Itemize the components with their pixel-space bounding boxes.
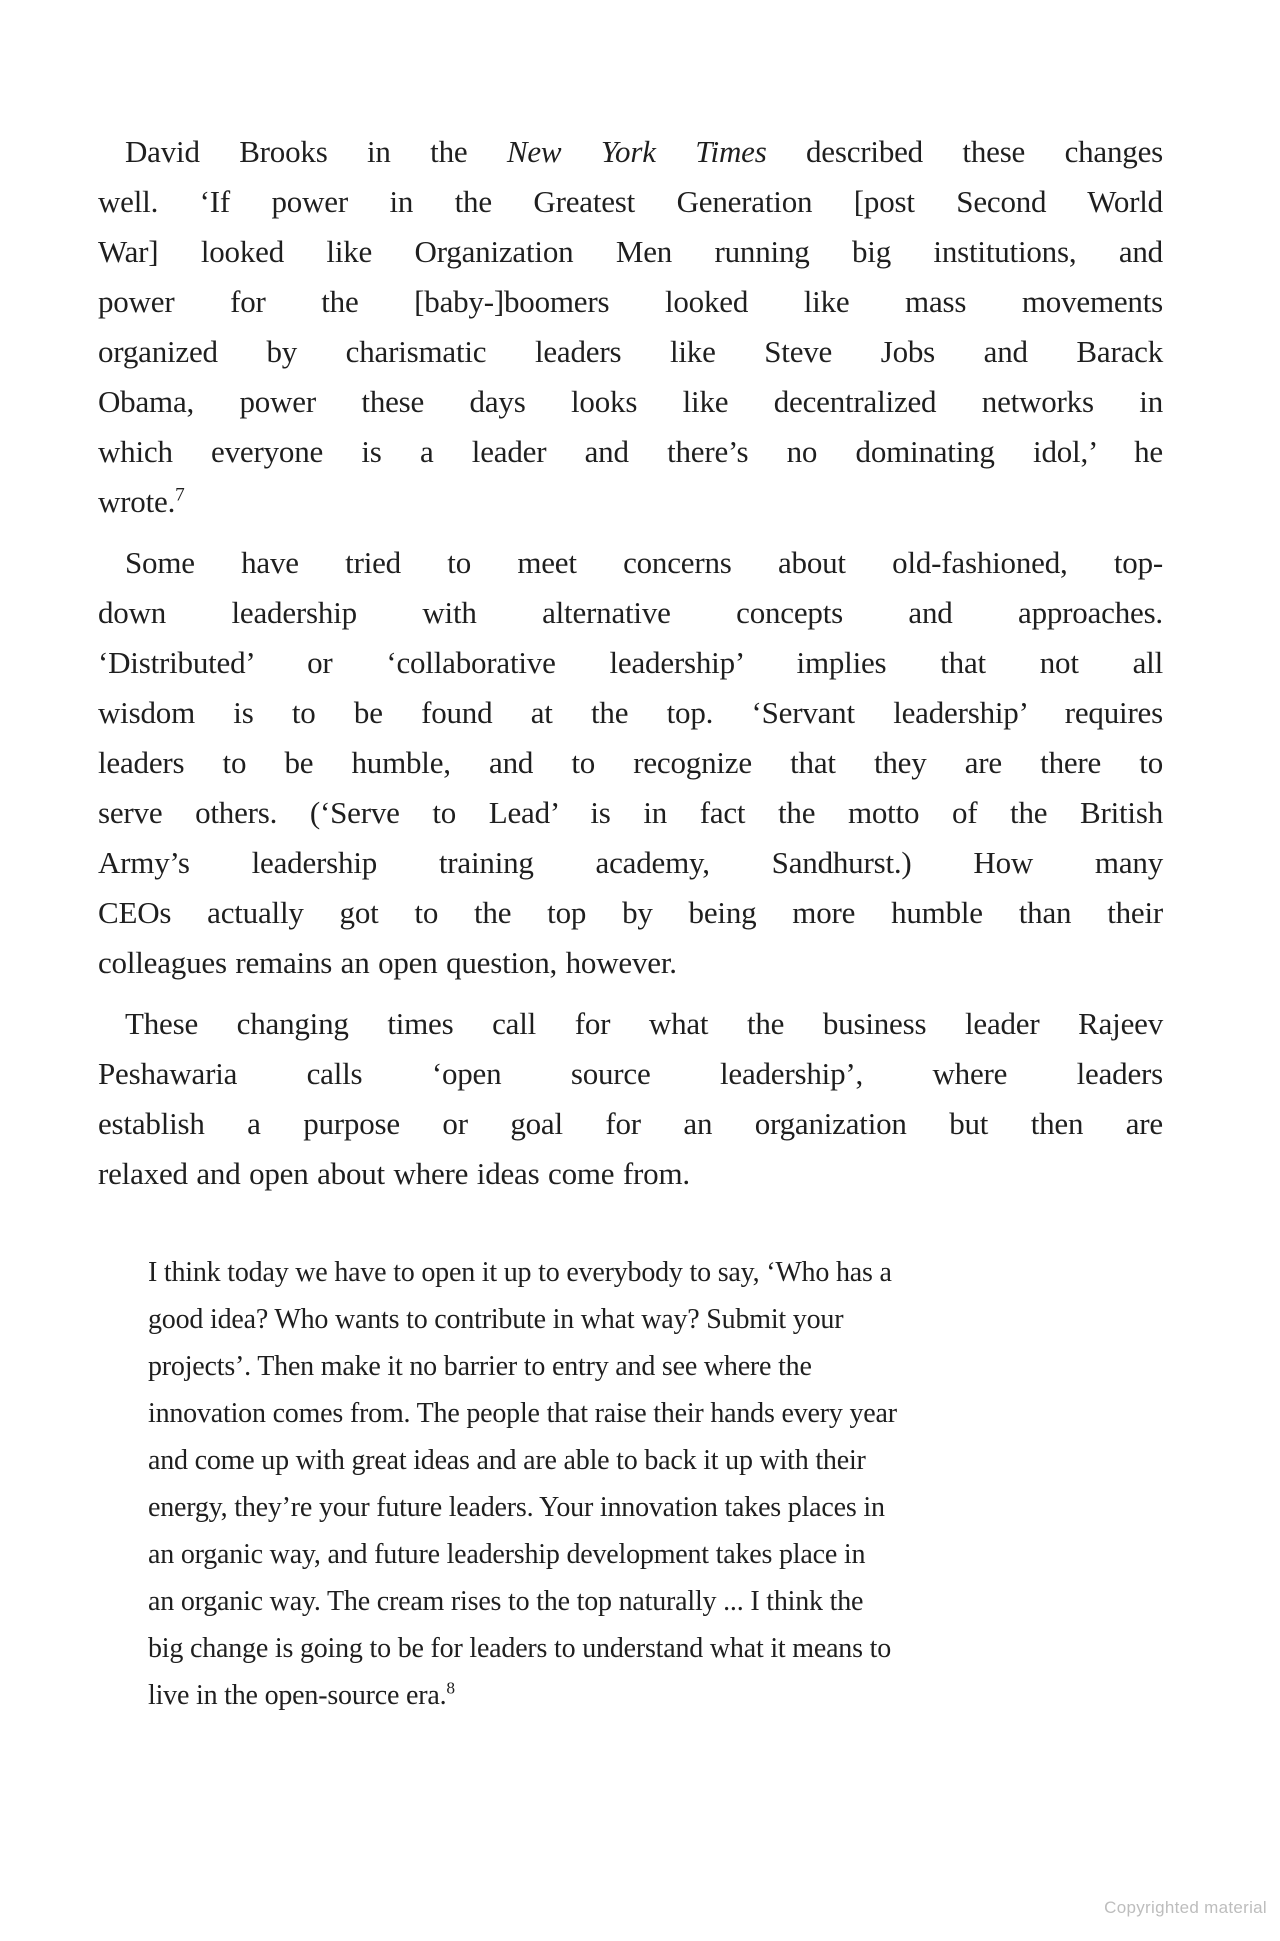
quote-line: innovation comes from. The people that raise their hands every year	[148, 1398, 897, 1429]
text-line: down leadership with alternative concepts and approaches.	[98, 595, 1163, 630]
paragraph	[98, 538, 1163, 988]
quote-line: I think today we have to open it up to everybody to say, ‘Who has a	[148, 1257, 892, 1288]
footnote-ref-7: 7	[175, 484, 185, 506]
text-line: ‘Distributed’ or ‘collaborative leadership’ implies that not all	[98, 645, 1163, 680]
paragraph	[98, 999, 1163, 1199]
text-line: relaxed and open about where ideas come from.	[98, 1156, 690, 1191]
quote-line: an organic way. The cream rises to the top naturally ... I think the	[148, 1586, 864, 1617]
text-line: Army’s leadership training academy, Sandhurst.) How many	[98, 845, 1163, 880]
text-segment: live in the open-source era.	[148, 1680, 447, 1711]
quote-line: energy, they’re your future leaders. Your innovation takes places in	[148, 1492, 885, 1523]
body-text	[98, 127, 1163, 1719]
text-line: Obama, power these days looks like decentralized networks in	[98, 384, 1163, 419]
text-line: Peshawaria calls ‘open source leadership’, where leaders	[98, 1056, 1163, 1091]
text-segment: described these changes	[766, 134, 1164, 169]
publication-title: New York Times	[506, 134, 767, 169]
text-line	[98, 127, 1163, 177]
quote-line: good idea? Who wants to contribute in what way? Submit your	[148, 1304, 844, 1335]
block-quote	[148, 1249, 1108, 1719]
quote-line: projects’. Then make it no barrier to entry and see where the	[148, 1351, 812, 1382]
text-line: serve others. (‘Serve to Lead’ is in fact the motto of the British	[98, 795, 1163, 830]
text-line: establish a purpose or goal for an organization but then are	[98, 1106, 1163, 1141]
text-segment: David Brooks in the	[125, 134, 507, 169]
text-line: which everyone is a leader and there’s no dominating idol,’ he	[98, 434, 1163, 469]
quote-line: big change is going to be for leaders to understand what it means to	[148, 1633, 891, 1664]
copyright-watermark: Copyrighted material	[1104, 1898, 1267, 1917]
text-line: well. ‘If power in the Greatest Generation [post Second World	[98, 184, 1163, 219]
text-line	[98, 477, 1163, 527]
footnote-ref-8: 8	[446, 1678, 455, 1698]
text-line: wisdom is to be found at the top. ‘Servant leadership’ requires	[98, 695, 1163, 730]
text-line: CEOs actually got to the top by being more humble than their	[98, 895, 1163, 930]
text-line: Some have tried to meet concerns about old-fashioned, top-	[125, 545, 1163, 580]
text-line: leaders to be humble, and to recognize that they are there to	[98, 745, 1163, 780]
text-segment: wrote.	[98, 484, 176, 519]
text-line: colleagues remains an open question, however.	[98, 945, 677, 980]
text-line: power for the [baby-]boomers looked like mass movements	[98, 284, 1163, 319]
quote-line: an organic way, and future leadership development takes place in	[148, 1539, 866, 1570]
paragraph	[98, 127, 1163, 527]
text-line: organized by charismatic leaders like Steve Jobs and Barack	[98, 334, 1163, 369]
text-line: War] looked like Organization Men running big institutions, and	[98, 234, 1163, 269]
quote-line: and come up with great ideas and are able to back it up with their	[148, 1445, 866, 1476]
text-line: These changing times call for what the business leader Rajeev	[125, 1006, 1163, 1041]
quote-line	[148, 1672, 1108, 1719]
